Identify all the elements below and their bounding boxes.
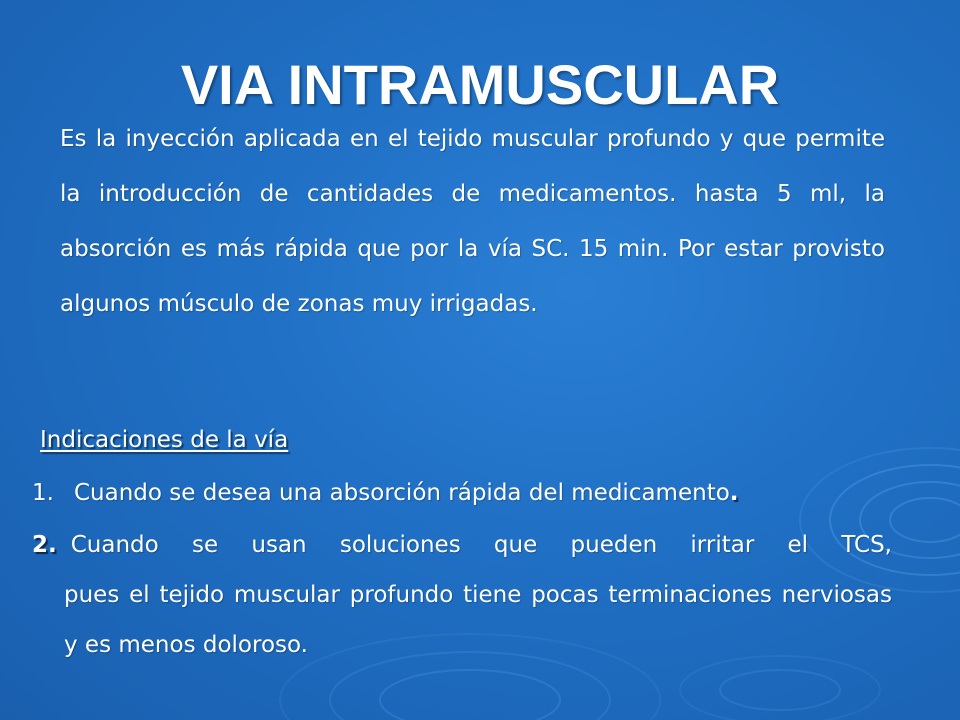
indication-end-1: . — [729, 480, 739, 506]
indication-item-2 — [32, 520, 892, 670]
indication-number-1: 1. — [32, 480, 54, 506]
indication-item-1 — [32, 468, 892, 518]
intro-paragraph: Es la inyección aplicada en el tejido muscular profundo y que permite la introducción de cantidades de medicamentos. hasta 5 ml, la absorción es más rápida que por la vía SC. 15 min. Por estar provisto algunos músculo de zonas muy irrigadas. — [60, 126, 885, 317]
indication-number-2: 2. — [32, 532, 57, 558]
slide-title: VIA INTRAMUSCULAR — [180, 53, 780, 116]
indication-text-1: Cuando se desea una absorción rápida del medicamento — [74, 480, 730, 506]
indications-heading: Indicaciones de la vía — [40, 427, 289, 453]
indication-text-2-rest: pues el tejido muscular profundo tiene pocas terminaciones nerviosas y es menos doloroso. — [64, 582, 892, 658]
indication-text-2-first: Cuando se usan soluciones que pueden irritar el TCS, — [70, 532, 892, 558]
indication-line-2 — [32, 520, 892, 570]
